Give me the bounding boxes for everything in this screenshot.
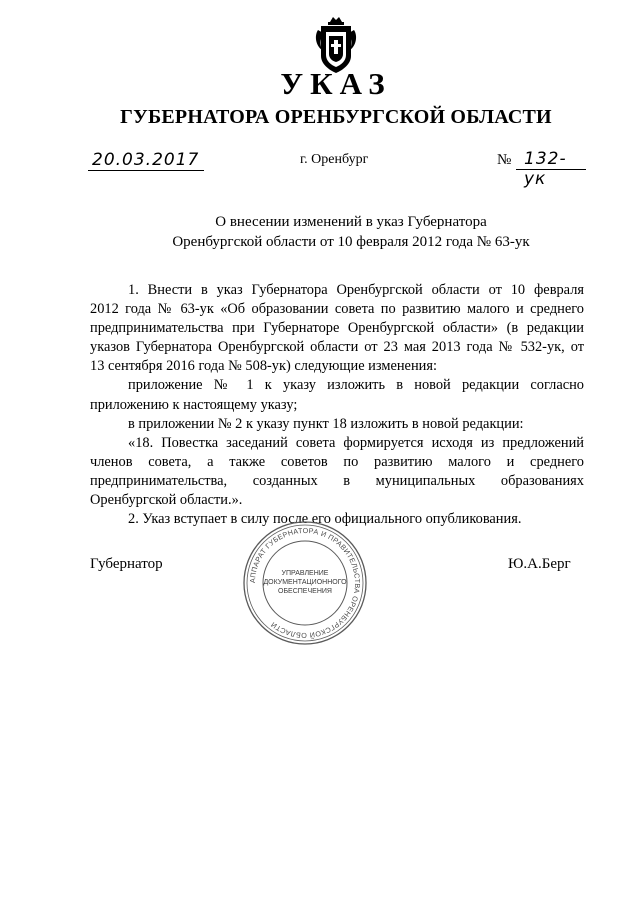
body-line: предпринимательства при Губернаторе Оренбургской области» (в редакции: [90, 320, 584, 337]
body-line: в приложении № 2 к указу пункт 18 изложить в новой редакции:: [128, 415, 524, 432]
date-underline: [88, 170, 204, 171]
handwritten-number: 132-ук: [524, 149, 567, 189]
official-stamp: [242, 520, 368, 646]
body-line: предпринимательства, созданных в муниципальных образованиях: [90, 472, 584, 489]
document-title: УКАЗ: [280, 66, 392, 101]
body-line: приложение № 1 к указу изложить в новой редакции согласно: [128, 377, 584, 394]
body-line: 2012 года № 63-ук «Об образовании совета по развитию малого и среднего: [90, 301, 584, 318]
decree-body: [90, 281, 584, 529]
handwritten-date: 20.03.2017: [92, 150, 200, 170]
signer-name: Ю.А.Берг: [508, 556, 571, 572]
stamp-line: ДОКУМЕНТАЦИОННОГО: [263, 579, 347, 586]
document-subtitle: ГУБЕРНАТОРА ОРЕНБУРГСКОЙ ОБЛАСТИ: [120, 106, 552, 128]
number-underline: [516, 169, 586, 170]
body-line: указов Губернатора Оренбургской области от 23 мая 2013 года № 532-ук, от: [90, 339, 584, 356]
stamp-ring-text: АППАРАТ ГУБЕРНАТОРА И ПРАВИТЕЛЬСТВА ОРЕНБУРГСКОЙ ОБЛАСТИ: [247, 525, 363, 641]
body-line: Оренбургской области.».: [90, 492, 243, 509]
number-sign: №: [497, 152, 512, 168]
subject-line: О внесении изменений в указ Губернатора: [215, 214, 487, 230]
decree-subject: [0, 212, 640, 252]
body-line: 1. Внести в указ Губернатора Оренбургской области от 10 февраля: [128, 282, 584, 298]
date-field: [88, 150, 204, 174]
stamp-line: УПРАВЛЕНИЕ: [281, 570, 329, 577]
number-field: [516, 149, 586, 189]
body-line: членов совета, а также советов по развитию малого и среднего: [90, 453, 584, 470]
signer-position: Губернатор: [90, 556, 163, 572]
coat-of-arms-icon: [313, 14, 359, 74]
body-line: приложению к настоящему указу;: [90, 396, 298, 413]
body-line: «18. Повестка заседаний совета формируется исходя из предложений: [128, 434, 584, 451]
subject-line: Оренбургской области от 10 февраля 2012 года № 63-ук: [172, 234, 530, 250]
city-label: г. Оренбург: [300, 152, 369, 167]
body-line: 2. Указ вступает в силу после его официального опубликования.: [128, 511, 522, 528]
stamp-line: ОБЕСПЕЧЕНИЯ: [278, 588, 332, 595]
body-line: 13 сентября 2016 года № 508-ук) следующие изменения:: [90, 358, 437, 375]
